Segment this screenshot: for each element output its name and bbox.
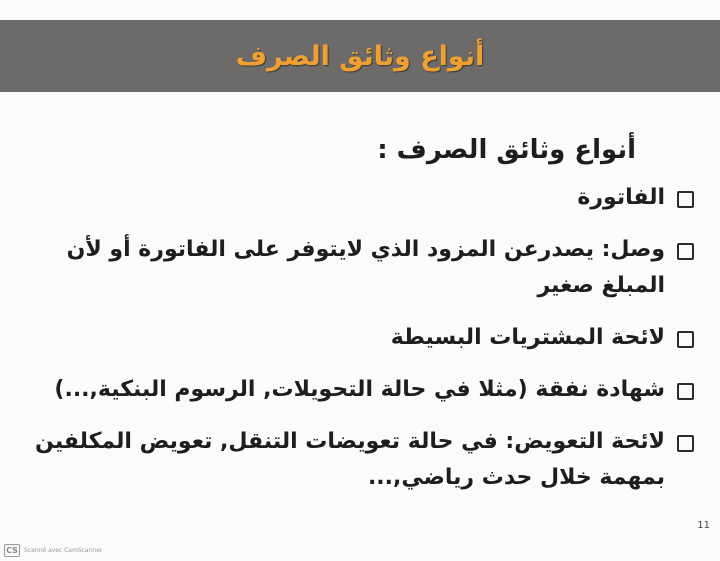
camscanner-logo-icon: CS — [4, 544, 20, 557]
checkbox-bullet-icon — [677, 331, 694, 348]
list-item — [14, 232, 694, 304]
watermark-text: Scanné avec CamScanner — [24, 547, 103, 554]
checkbox-bullet-icon — [677, 435, 694, 452]
list-item-text: لائحة التعويض: في حالة تعويضات التنقل, تعويض المكلفين بمهمة خلال حدث رياضي,... — [35, 429, 665, 491]
list-item-text: الفاتورة — [577, 185, 665, 211]
list-item — [14, 372, 694, 408]
scanner-watermark — [4, 544, 102, 557]
list-item — [14, 180, 694, 216]
checkbox-bullet-icon — [677, 243, 694, 260]
checkbox-bullet-icon — [677, 383, 694, 400]
slide-title: أنواع وثائق الصرف — [235, 40, 485, 72]
page-number: 11 — [697, 520, 710, 531]
title-bar — [0, 20, 720, 92]
list-item — [14, 320, 694, 356]
list-item-text: وصل: يصدرعن المزود الذي لايتوفر على الفاتورة أو لأن المبلغ صغير — [66, 237, 665, 299]
slide-content — [14, 135, 694, 512]
list-item-text: لائحة المشتريات البسيطة — [390, 325, 665, 351]
list-item — [14, 424, 694, 496]
content-heading: أنواع وثائق الصرف : — [377, 135, 636, 165]
checkbox-bullet-icon — [677, 191, 694, 208]
list-item-text: شهادة نفقة (مثلا في حالة التحويلات, الرسوم البنكية,...) — [54, 377, 665, 403]
